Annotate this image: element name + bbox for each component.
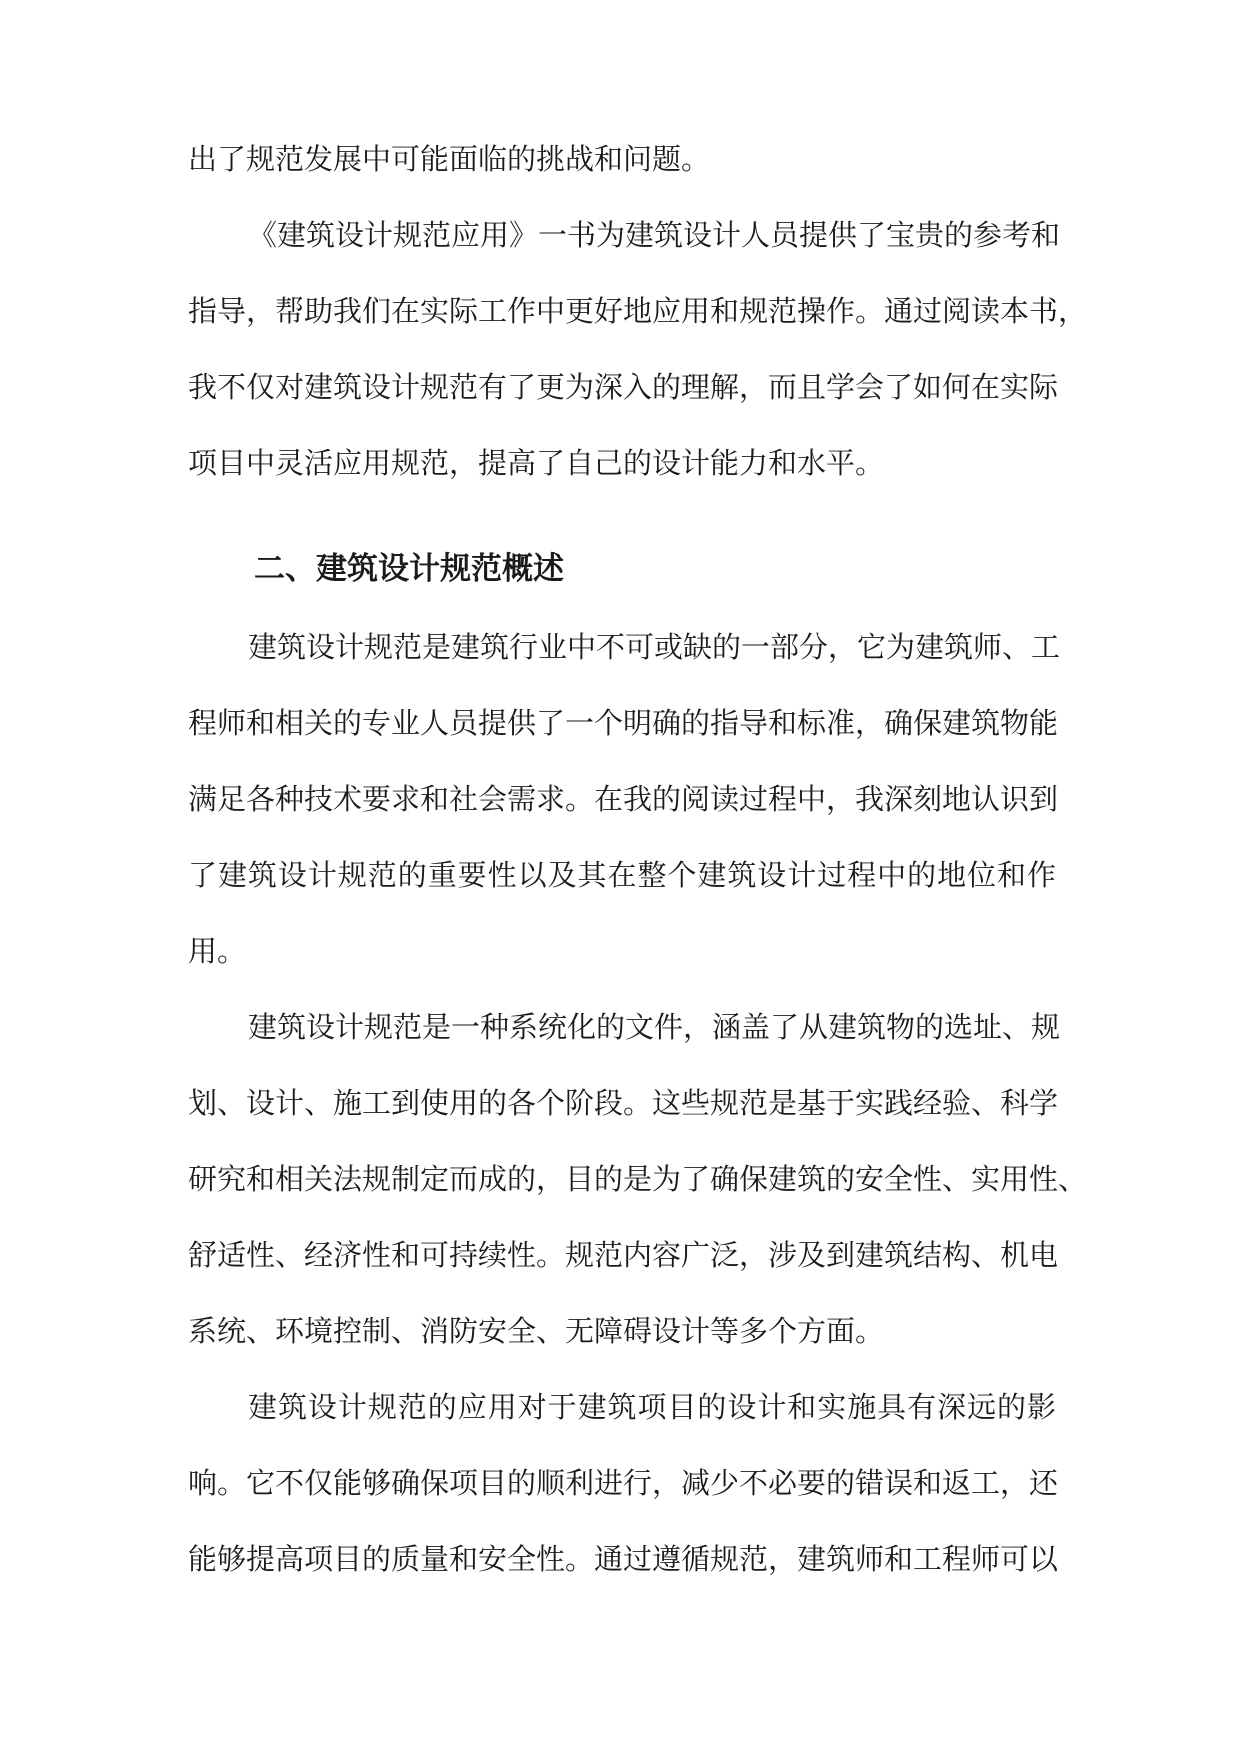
paragraph-line: 系统、环境控制、消防安全、无障碍设计等多个方面。 bbox=[188, 1314, 885, 1348]
paragraph-line: 《建筑设计规范应用》一书为建筑设计人员提供了宝贵的参考和 bbox=[248, 218, 1061, 252]
paragraph-line: 建筑设计规范是一种系统化的文件，涵盖了从建筑物的选址、规 bbox=[248, 1010, 1061, 1044]
paragraph-line: 响。它不仅能够确保项目的顺利进行，减少不必要的错误和返工，还 bbox=[188, 1466, 1059, 1500]
paragraph-line: 建筑设计规范的应用对于建筑项目的设计和实施具有深远的影 bbox=[248, 1390, 1056, 1424]
paragraph-line: 能够提高项目的质量和安全性。通过遵循规范，建筑师和工程师可以 bbox=[188, 1542, 1059, 1576]
paragraph-line: 建筑设计规范是建筑行业中不可或缺的一部分，它为建筑师、工 bbox=[248, 630, 1061, 664]
document-body bbox=[188, 140, 1088, 1578]
paragraph-line: 划、设计、施工到使用的各个阶段。这些规范是基于实践经验、科学 bbox=[188, 1086, 1059, 1120]
paragraph-line: 我不仅对建筑设计规范有了更为深入的理解，而且学会了如何在实际 bbox=[188, 370, 1059, 404]
paragraph-line: 研究和相关法规制定而成的，目的是为了确保建筑的安全性、实用性、 bbox=[188, 1162, 1088, 1196]
paragraph-line: 了建筑设计规范的重要性以及其在整个建筑设计过程中的地位和作 bbox=[188, 858, 1056, 892]
paragraph-line: 项目中灵活应用规范，提高了自己的设计能力和水平。 bbox=[188, 446, 885, 480]
paragraph-line: 出了规范发展中可能面临的挑战和问题。 bbox=[188, 142, 711, 176]
paragraph-line: 舒适性、经济性和可持续性。规范内容广泛，涉及到建筑结构、机电 bbox=[188, 1238, 1059, 1272]
paragraph-line: 指导，帮助我们在实际工作中更好地应用和规范操作。通过阅读本书， bbox=[188, 294, 1088, 328]
paragraph-line: 满足各种技术要求和社会需求。在我的阅读过程中，我深刻地认识到 bbox=[188, 782, 1059, 816]
paragraph-line: 用。 bbox=[188, 934, 247, 968]
paragraph-line: 程师和相关的专业人员提供了一个明确的指导和标准，确保建筑物能 bbox=[188, 706, 1059, 740]
section-heading: 二、建筑设计规范概述 bbox=[254, 551, 564, 587]
